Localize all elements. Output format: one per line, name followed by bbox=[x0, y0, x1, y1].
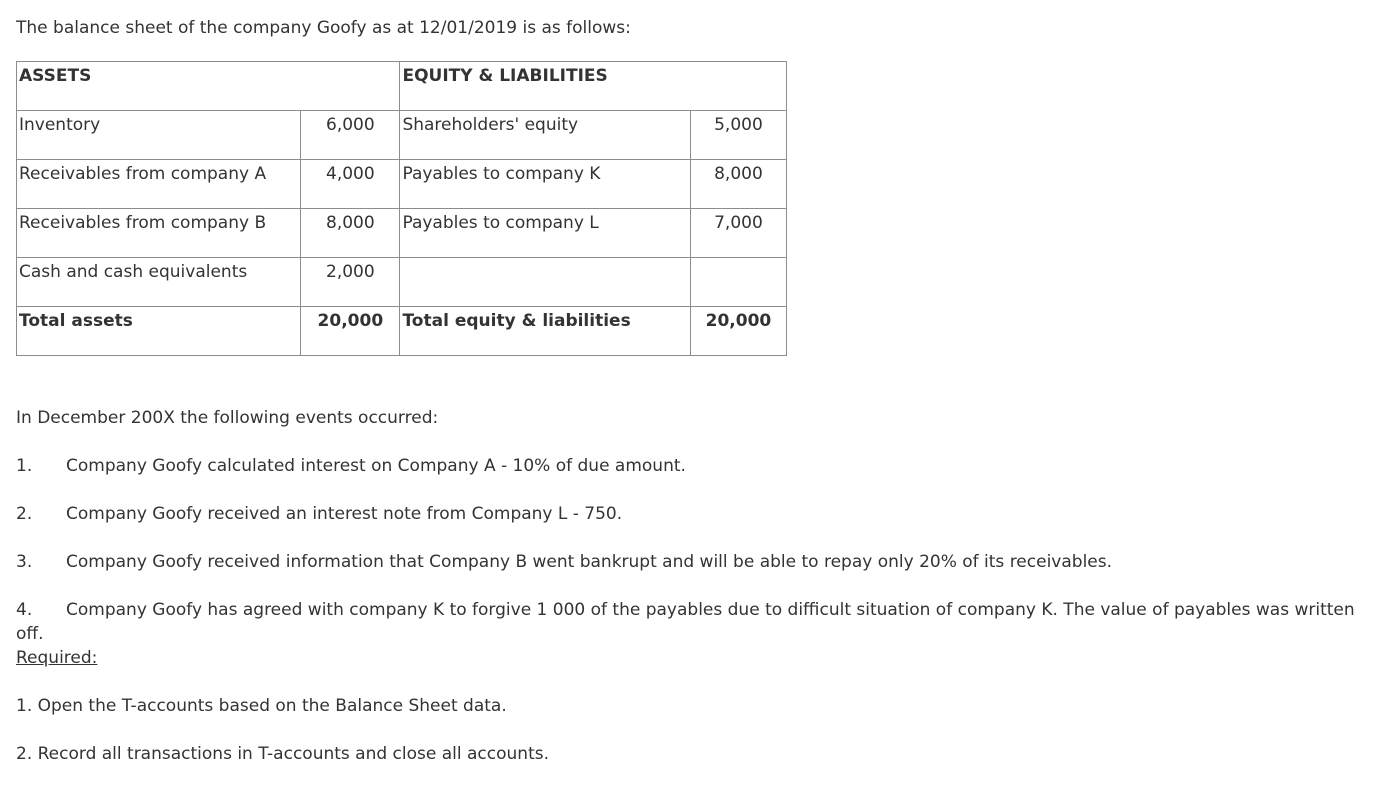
asset-label: Inventory bbox=[17, 111, 301, 160]
asset-value: 2,000 bbox=[301, 258, 400, 307]
liability-label: Shareholders' equity bbox=[400, 111, 690, 160]
event-item bbox=[16, 502, 622, 526]
total-equity-liabilities-label: Total equity & liabilities bbox=[400, 307, 690, 356]
table-header-row bbox=[17, 62, 787, 111]
asset-value: 8,000 bbox=[301, 209, 400, 258]
task-item: 1. Open the T-accounts based on the Balance Sheet data. bbox=[16, 696, 507, 716]
event-number: 3. bbox=[16, 552, 33, 572]
total-row bbox=[17, 307, 787, 356]
liability-value bbox=[690, 258, 786, 307]
task-item: 2. Record all transactions in T-accounts and close all accounts. bbox=[16, 744, 550, 764]
balance-sheet-table bbox=[16, 61, 787, 356]
equity-liabilities-header: EQUITY & LIABILITIES bbox=[400, 62, 787, 111]
event-text: Company Goofy calculated interest on Company A - 10% of due amount. bbox=[66, 456, 686, 476]
event-text: Company Goofy has agreed with company K to forgive 1 000 of the payables due to difficult situation of company K. The value of payables was written off. bbox=[16, 600, 1355, 644]
asset-value: 4,000 bbox=[301, 160, 400, 209]
event-item bbox=[16, 550, 1112, 574]
assets-header: ASSETS bbox=[17, 62, 400, 111]
liability-value: 7,000 bbox=[690, 209, 786, 258]
table-row bbox=[17, 209, 787, 258]
event-number: 1. bbox=[16, 456, 33, 476]
total-equity-liabilities-value: 20,000 bbox=[690, 307, 786, 356]
required-label: Required: bbox=[16, 648, 98, 668]
total-assets-label: Total assets bbox=[17, 307, 301, 356]
events-intro: In December 200X the following events occurred: bbox=[16, 408, 439, 428]
event-item bbox=[16, 598, 1382, 646]
liability-label bbox=[400, 258, 690, 307]
event-number: 4. bbox=[16, 600, 33, 620]
event-item bbox=[16, 454, 686, 478]
table-row bbox=[17, 258, 787, 307]
liability-value: 8,000 bbox=[690, 160, 786, 209]
asset-value: 6,000 bbox=[301, 111, 400, 160]
asset-label: Receivables from company A bbox=[17, 160, 301, 209]
table-row bbox=[17, 111, 787, 160]
intro-text: The balance sheet of the company Goofy as at 12/01/2019 is as follows: bbox=[16, 18, 631, 38]
total-assets-value: 20,000 bbox=[301, 307, 400, 356]
asset-label: Receivables from company B bbox=[17, 209, 301, 258]
table-row bbox=[17, 160, 787, 209]
event-text: Company Goofy received an interest note from Company L - 750. bbox=[66, 504, 623, 524]
asset-label: Cash and cash equivalents bbox=[17, 258, 301, 307]
liability-label: Payables to company K bbox=[400, 160, 690, 209]
event-number: 2. bbox=[16, 504, 33, 524]
liability-value: 5,000 bbox=[690, 111, 786, 160]
event-text: Company Goofy received information that Company B went bankrupt and will be able to repay only 20% of its receivables. bbox=[66, 552, 1113, 572]
liability-label: Payables to company L bbox=[400, 209, 690, 258]
